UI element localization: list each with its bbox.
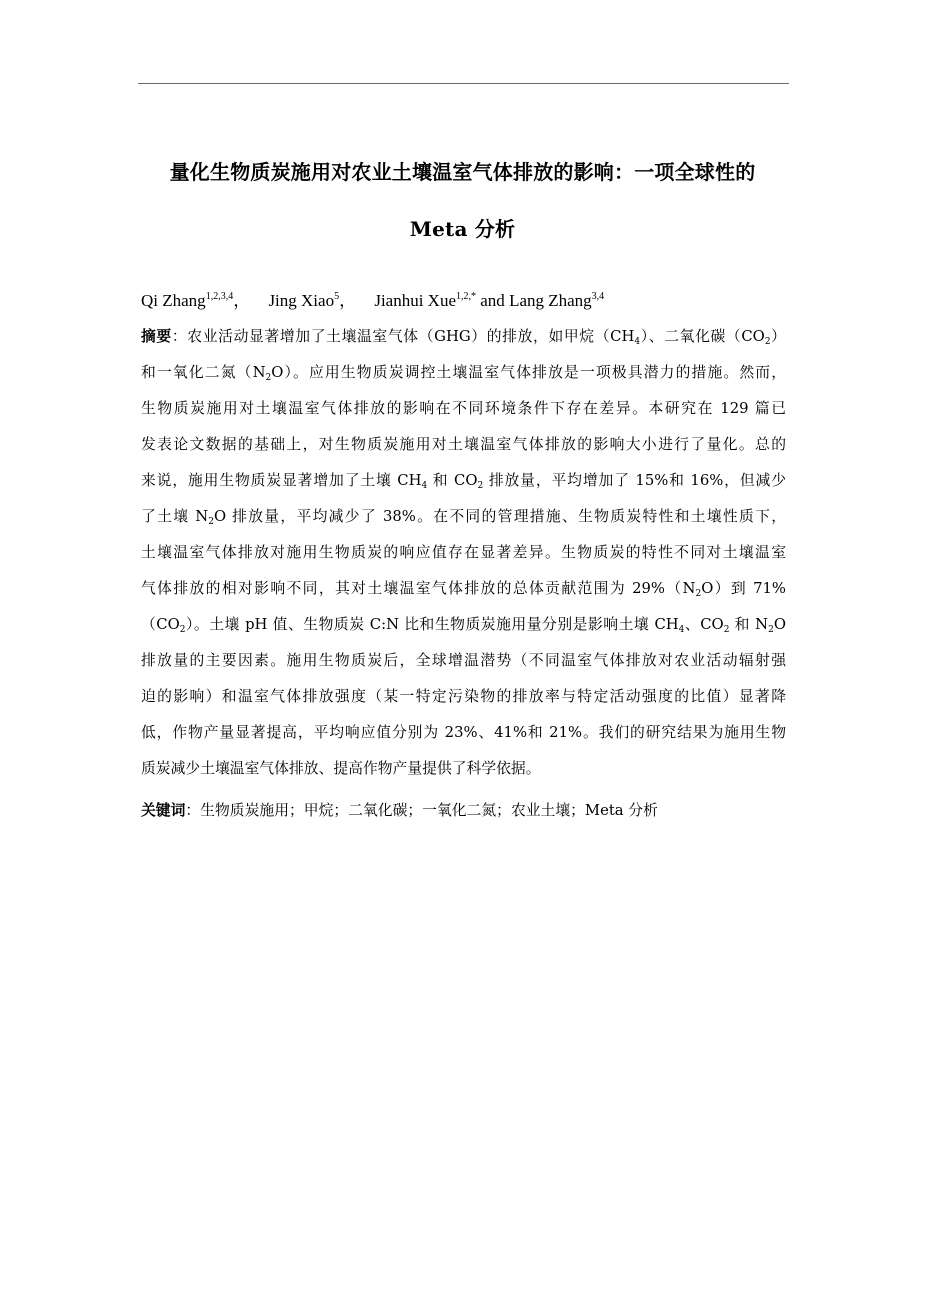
keywords xyxy=(141,801,658,821)
author xyxy=(268,291,356,310)
subscript: 4 xyxy=(678,625,685,635)
abstract-text: 和一氧化二氮（N xyxy=(141,364,266,381)
subscript: 4 xyxy=(634,337,641,347)
abstract-text: 、CO xyxy=(684,616,724,633)
abstract-text: 排放量，平均增加了 15%和 16%，但减少 xyxy=(483,472,786,489)
abstract-text: 发表论文数据的基础上，对生物质炭施用对土壤温室气体排放的影响大小进行了量化。总的 xyxy=(141,436,786,453)
abstract-text: ） xyxy=(770,328,786,345)
subscript: 2 xyxy=(208,517,214,527)
author-name: Jing Xiao xyxy=(268,291,335,310)
abstract-text: 了土壤 N xyxy=(141,508,209,525)
author xyxy=(374,291,604,310)
abstract-text: 质炭减少土壤温室气体排放、提高作物产量提供了科学依据。 xyxy=(141,760,541,777)
author-name: Jianhui Xue xyxy=(374,291,457,310)
abstract-text: 土壤温室气体排放对施用生物质炭的响应值存在显著差异。生物质炭的特性不同对土壤温室 xyxy=(141,544,786,561)
abstract-line xyxy=(141,507,786,527)
abstract-line xyxy=(141,579,786,599)
subscript: 2 xyxy=(477,481,484,491)
abstract-line xyxy=(141,759,786,779)
abstract-text: ：农业活动显著增加了土壤温室气体（GHG）的排放，如甲烷（CH xyxy=(171,328,635,345)
abstract-text: ）、二氧化碳（CO xyxy=(640,328,765,345)
abstract-text: 排放量的主要因素。施用生物质炭后，全球增温潜势（不同温室气体排放对农业活动辐射强 xyxy=(141,652,786,669)
subscript: 2 xyxy=(764,337,771,347)
abstract-text: 气体排放的相对影响不同，其对土壤温室气体排放的总体贡献范围为 29%（N xyxy=(141,580,696,597)
author-name: Lang Zhang xyxy=(509,291,592,310)
author-separator: ， xyxy=(233,291,251,310)
author-separator: and xyxy=(476,291,510,310)
abstract-text: O xyxy=(773,616,786,633)
abstract-text: 来说，施用生物质炭显著增加了土壤 CH xyxy=(141,472,422,489)
abstract-line xyxy=(141,543,786,563)
subscript: 2 xyxy=(768,625,774,635)
author-affiliation: 1,2,* xyxy=(456,291,477,302)
abstract-line xyxy=(141,687,786,707)
author-affiliation: 3,4 xyxy=(591,291,605,302)
abstract-text: ）。土壤 pH 值、生物质炭 C:N 比和生物质炭施用量分别是影响土壤 CH xyxy=(185,616,679,633)
author-separator: ， xyxy=(339,291,357,310)
subscript: 2 xyxy=(265,373,272,383)
abstract-text: O）。应用生物质炭调控土壤温室气体排放是一项极具潜力的措施。然而， xyxy=(271,364,786,381)
header-rule xyxy=(138,83,789,84)
abstract-label: 摘要 xyxy=(141,328,172,345)
paper-title-line-2: Meta 分析 xyxy=(409,217,516,241)
paper-title-line-1: 量化生物质炭施用对农业土壤温室气体排放的影响：一项全球性的 xyxy=(169,160,756,184)
abstract-line xyxy=(141,327,786,347)
abstract-text: 和 CO xyxy=(427,472,478,489)
author-affiliation: 5 xyxy=(334,291,340,302)
abstract-line xyxy=(141,363,786,383)
author-list xyxy=(141,286,604,311)
abstract-line xyxy=(141,471,786,491)
abstract-text: 低，作物产量显著提高，平均响应值分别为 23%、41%和 21%。我们的研究结果为施用生物 xyxy=(141,724,786,741)
keywords-text: ：生物质炭施用；甲烷；二氧化碳；一氧化二氮；农业土壤；Meta 分析 xyxy=(185,802,658,819)
abstract-text: O）到 71% xyxy=(701,580,786,597)
abstract-text: O 排放量，平均减少了 38%。在不同的管理措施、生物质炭特性和土壤性质下， xyxy=(213,508,786,525)
abstract-text: （CO xyxy=(141,616,180,633)
keywords-label: 关键词 xyxy=(141,802,186,819)
abstract-line xyxy=(141,399,786,419)
author xyxy=(141,291,250,310)
subscript: 2 xyxy=(723,625,730,635)
author-name: Qi Zhang xyxy=(141,291,206,310)
abstract-line xyxy=(141,723,786,743)
abstract-text: 生物质炭施用对土壤温室气体排放的影响在不同环境条件下存在差异。本研究在 129 篇已 xyxy=(141,400,786,417)
abstract-line xyxy=(141,651,786,671)
abstract-line xyxy=(141,615,786,635)
abstract-text: 和 N xyxy=(729,616,769,633)
subscript: 4 xyxy=(421,481,428,491)
subscript: 2 xyxy=(179,625,186,635)
abstract-line xyxy=(141,435,786,455)
author-affiliation: 1,2,3,4 xyxy=(205,291,234,302)
abstract-text: 迫的影响）和温室气体排放强度（某一特定污染物的排放率与特定活动强度的比值）显著降 xyxy=(141,688,786,705)
subscript: 2 xyxy=(695,589,702,599)
